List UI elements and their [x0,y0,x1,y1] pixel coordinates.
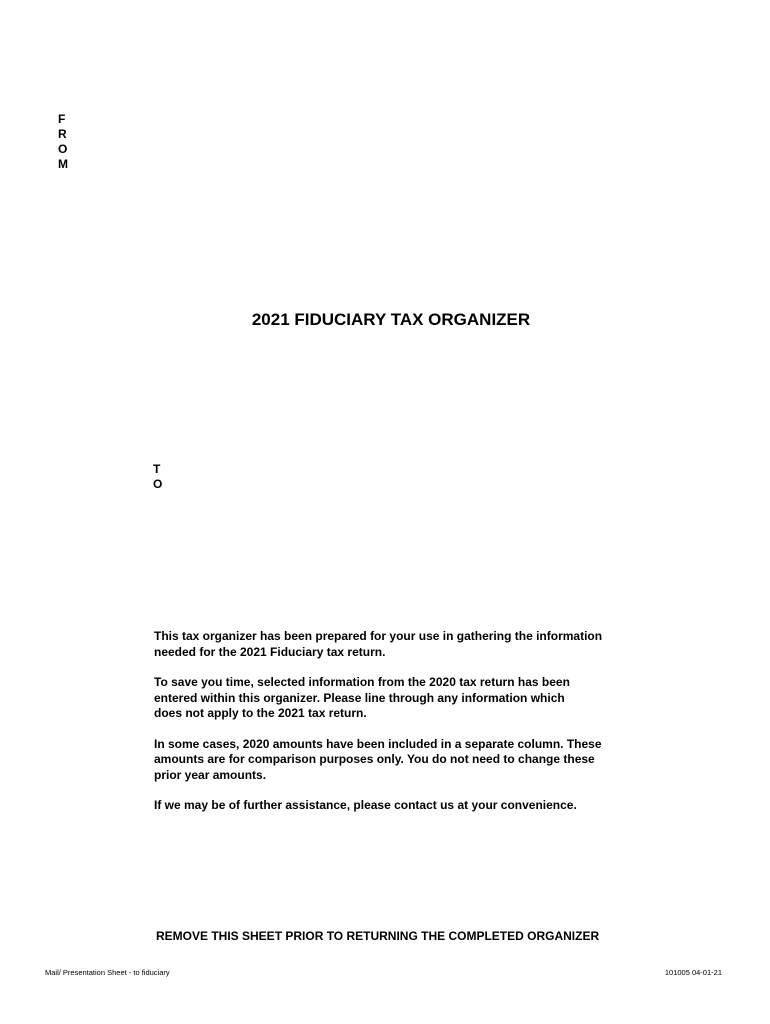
from-letter: F [58,112,66,126]
to-label [153,462,162,492]
footer-form-name: Mail/ Presentation Sheet - to fiduciary [45,968,170,977]
from-letter: R [58,127,67,141]
instruction-paragraph: This tax organizer has been prepared for your use in gathering the information needed for the 2021 Fiduciary tax return. [154,629,603,659]
instruction-paragraph: To save you time, selected information from the 2020 tax return has been entered within this organizer. Please line through any information which does not apply to the 2021 tax return. [154,675,570,720]
page-title: 2021 FIDUCIARY TAX ORGANIZER [251,310,531,329]
remove-notice: REMOVE THIS SHEET PRIOR TO RETURNING THE COMPLETED ORGANIZER [156,929,600,943]
to-letter: T [153,462,161,476]
from-label [58,112,68,172]
instructions [154,629,634,829]
from-letter: O [58,142,68,156]
instruction-paragraph: If we may be of further assistance, please contact us at your convenience. [154,798,577,812]
from-letter: M [58,157,68,171]
instruction-paragraph: In some cases, 2020 amounts have been included in a separate column. These amounts are for comparison purposes only. You do not need to change these prior year amounts. [154,736,602,782]
footer-form-code: 101005 04-01-21 [664,968,722,977]
to-letter: O [153,477,163,491]
